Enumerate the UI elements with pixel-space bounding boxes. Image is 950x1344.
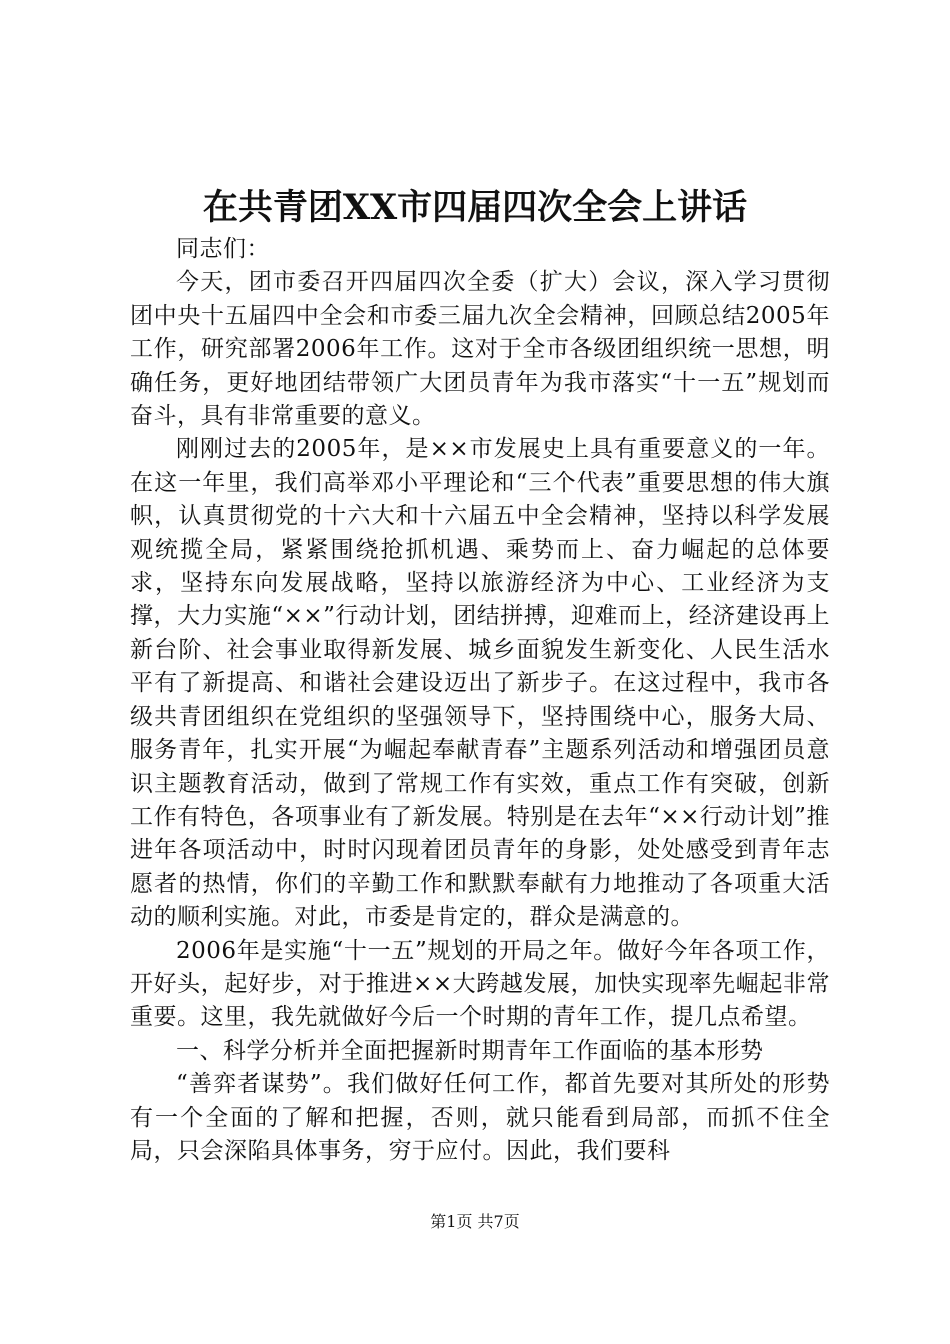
salutation: 同志们： bbox=[176, 236, 270, 262]
document-title: 在共青团XX市四届四次全会上讲话 bbox=[202, 187, 748, 228]
paragraph: “善弈者谋势”。我们做好任何工作，都首先要对其所处的形势有一个全面的了解和把握，否则，就只能看到局部，而抓不住全局，只会深陷具体事务，穷于应付。因此，我们要科 bbox=[130, 1071, 830, 1164]
paragraph: 刚刚过去的2005年，是××市发展史上具有重要意义的一年。在这一年里，我们高举邓小平理论和“三个代表”重要思想的伟大旗帜，认真贯彻党的十六大和十六届五中全会精神，坚持以科学发展观统揽全局，紧紧围绕抢抓机遇、乘势而上、奋力崛起的总体要求，坚持东向发展战略，坚持以旅游经济为中心、工业经济为支撑，大力实施“××”行动计划，团结拼搏，迎难而上，经济建设再上新台阶、社会事业取得新发展、城乡面貌发生新变化、人民生活水平有了新提高、和谐社会建设迈出了新步子。在这过程中，我市各级共青团组织在党组织的坚强领导下，坚持围绕中心，服务大局、服务青年，扎实开展“为崛起奉献青春”主题系列活动和增强团员意识主题教育活动，做到了常规工作有实效，重点工作有突破，创新工作有特色，各项事业有了新发展。特别是在去年“××行动计划”推进年各项活动中，时时闪现着团员青年的身影，处处感受到青年志愿者的热情，你们的辛勤工作和默默奉献有力地推动了各项重大活动的顺利实施。对此，市委是肯定的，群众是满意的。 bbox=[130, 436, 830, 931]
page-number-footer: 第1页 共7页 bbox=[430, 1212, 520, 1231]
section-heading: 一、科学分析并全面把握新时期青年工作面临的基本形势 bbox=[176, 1037, 764, 1064]
document-body bbox=[130, 233, 830, 1168]
paragraph: 今天，团市委召开四届四次全委（扩大）会议，深入学习贯彻团中央十五届四中全会和市委三届九次全会精神，回顾总结2005年工作，研究部署2006年工作。这对于全市各级团组织统一思想，明确任务，更好地团结带领广大团员青年为我市落实“十一五”规划而奋斗，具有非常重要的意义。 bbox=[130, 269, 830, 430]
paragraph: 2006年是实施“十一五”规划的开局之年。做好今年各项工作，开好头，起好步，对于推进××大跨越发展，加快实现率先崛起非常重要。这里，我先就做好今后一个时期的青年工作，提几点希望。 bbox=[130, 937, 830, 1031]
